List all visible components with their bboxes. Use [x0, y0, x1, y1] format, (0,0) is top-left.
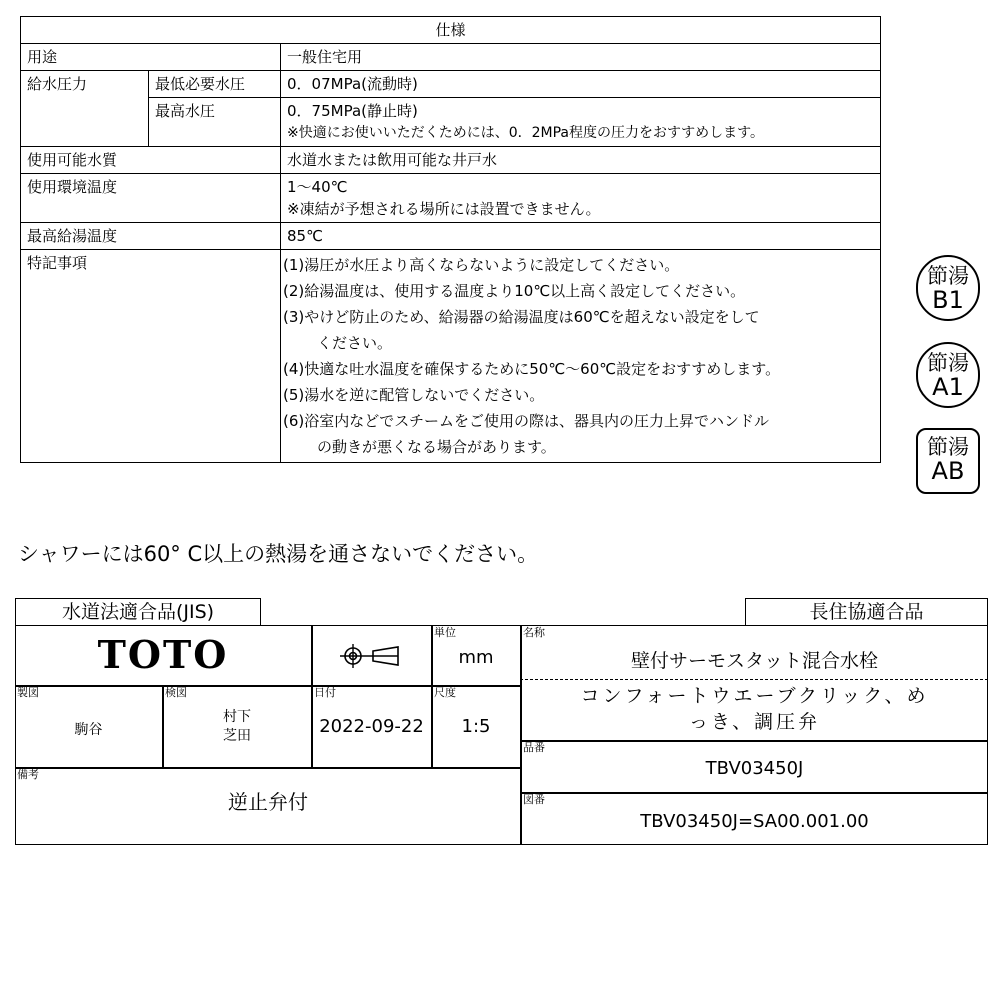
note-6-cont: の動きが悪くなる場合があります。 [317, 438, 556, 456]
setsuyu-b1-badge [916, 255, 980, 321]
badge-b1-top: 節湯 [927, 264, 969, 288]
badge-a1-top: 節湯 [927, 351, 969, 375]
max-pressure-main: 0．75MPa(静止時) [287, 102, 418, 120]
projection-symbol-icon [340, 640, 406, 672]
note-3: (3)やけど防止のため、給湯器の給湯温度は60℃を超えない設定をして [283, 308, 760, 326]
badge-a1-bottom: A1 [932, 373, 964, 401]
checked-label: 検図 [165, 686, 187, 699]
notes-label: 特記事項 [21, 250, 281, 463]
remarks-value: 逆止弁付 [228, 790, 308, 814]
water-label: 使用可能水質 [21, 147, 281, 174]
date-label: 日付 [314, 686, 336, 699]
unit-value: mm [458, 647, 494, 668]
max-pressure-note: ※快適にお使いいただくためには、0．2MPa程度の圧力をおすすめします。 [287, 125, 765, 141]
note-6: (6)浴室内などでスチームをご使用の際は、器具内の圧力上昇でハンドル [283, 412, 769, 430]
min-pressure-value: 0．07MPa(流動時) [281, 71, 881, 98]
use-label: 用途 [21, 44, 281, 71]
part-label: 品番 [523, 741, 545, 754]
max-pressure-value [281, 98, 881, 147]
note-2: (2)給湯温度は、使用する温度より10℃以上高く設定してください。 [283, 282, 746, 300]
badge-b1-bottom: B1 [932, 286, 964, 314]
temp-label: 使用環境温度 [21, 174, 281, 223]
scale-label: 尺度 [434, 686, 456, 699]
remarks-label: 備考 [17, 768, 39, 781]
max-pressure-label: 最高水圧 [149, 98, 281, 147]
badge-ab-bottom: AB [931, 457, 965, 485]
setsuyu-ab-badge [916, 428, 980, 494]
drawn-label: 製図 [17, 686, 39, 699]
product-name-line2: コンフォートウエーブクリック、め [580, 685, 929, 707]
drawing-number: TBV03450J=SA00.001.00 [640, 811, 869, 832]
toto-logo: TOTO [97, 632, 229, 677]
note-1: (1)湯圧が水圧より高くならないように設定してください。 [283, 256, 680, 274]
hot-label: 最高給湯温度 [21, 223, 281, 250]
drawn-value: 駒谷 [74, 722, 103, 738]
drawing-label: 図番 [523, 793, 545, 806]
part-number: TBV03450J [705, 758, 804, 779]
name-label: 名称 [523, 626, 545, 639]
checked-value-2: 芝田 [223, 728, 251, 744]
note-4: (4)快適な吐水温度を確保するために50℃～60℃設定をおすすめします。 [283, 360, 781, 378]
unit-label: 単位 [434, 626, 456, 639]
notes-value [281, 250, 881, 463]
checked-value-1: 村下 [223, 709, 251, 725]
note-3-cont: ください。 [317, 334, 393, 352]
badge-ab-top: 節湯 [927, 435, 969, 459]
pressure-label: 給水圧力 [21, 71, 149, 147]
scale-value: 1:5 [461, 716, 491, 737]
product-name-line3: っき、調圧弁 [688, 711, 821, 733]
chokyo-label: 長住協適合品 [745, 598, 988, 626]
temp-value [281, 174, 881, 223]
date-value: 2022-09-22 [319, 716, 424, 737]
hot-value: 85℃ [281, 223, 881, 250]
spec-title: 仕様 [21, 17, 881, 44]
use-value: 一般住宅用 [281, 44, 881, 71]
spec-table [20, 16, 881, 463]
jis-label: 水道法適合品(JIS) [15, 598, 261, 626]
min-pressure-label: 最低必要水圧 [149, 71, 281, 98]
water-value: 水道水または飲用可能な井戸水 [281, 147, 881, 174]
setsuyu-a1-badge [916, 342, 980, 408]
note-5: (5)湯水を逆に配管しないでください。 [283, 386, 545, 404]
temp-main: 1～40℃ [287, 178, 348, 196]
shower-warning: シャワーには60° C以上の熱湯を通さないでください。 [18, 542, 539, 566]
temp-note: ※凍結が予想される場所には設置できません。 [287, 200, 601, 218]
product-name-line1: 壁付サーモスタット混合水栓 [630, 650, 878, 672]
